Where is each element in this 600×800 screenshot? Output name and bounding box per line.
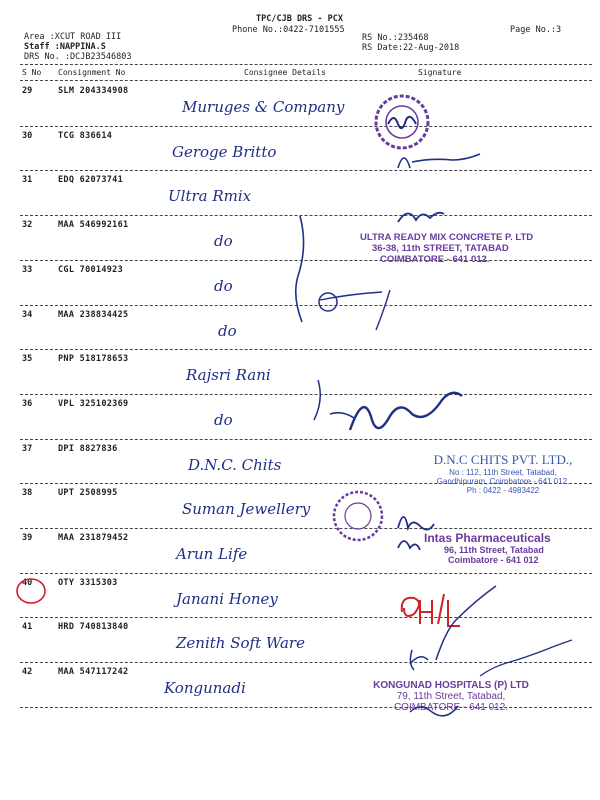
jewellery-seal-inner-icon [345, 503, 371, 529]
signature-29-icon [388, 117, 416, 128]
seal-circle-icon [376, 96, 428, 148]
red-signature-icon [402, 594, 460, 626]
rs-number: RS No.:235468 [362, 33, 429, 43]
row-consignment-no: EDQ 62073741 [58, 175, 124, 186]
row-consignment-no: CGL 70014923 [58, 264, 124, 275]
area-label: Area :XCUT ROAD III [24, 32, 122, 42]
row-consignee-handwritten: Geroge Britto [172, 142, 277, 161]
signature-42b-icon [410, 706, 458, 716]
row-consignment-no: MAA 547117242 [58, 667, 129, 678]
dnc-stamp-line1: D.N.C CHITS PVT. LTD., [433, 452, 573, 467]
row-consignment-no: VPL 325102369 [58, 398, 129, 409]
signature-38-icon [398, 517, 434, 530]
row-sno: 36 [22, 398, 33, 409]
row-sno: 34 [22, 309, 33, 320]
report-title: TPC/CJB DRS - PCX [256, 14, 343, 24]
row-consignee-handwritten: Rajsri Rani [186, 366, 271, 385]
kongunad-stamp-line2: 79, 11th Street, Tatabad, [396, 691, 506, 702]
jewellery-seal-icon [334, 492, 382, 540]
column-signature: Signature [418, 68, 462, 77]
dnc-stamp-line4: Ph : 0422 - 4983422 [466, 486, 540, 495]
seal-inner-icon [386, 106, 418, 138]
column-consignee: Consignee Details [244, 68, 326, 77]
row-sno: 33 [22, 264, 33, 275]
signature-42-icon [480, 640, 572, 676]
row-sno: 41 [22, 622, 33, 633]
intas-stamp-line3: Coimbatore - 641 012 [448, 555, 539, 565]
ultra-stamp-line3: COIMBATORE - 641 012. [380, 254, 490, 265]
red-circle-mark-icon [17, 579, 45, 603]
row-sno: 31 [22, 175, 33, 186]
page-number: Page No.:3 [510, 25, 562, 35]
dnc-stamp-line3: Gandhipuram, Coimbatore - 641 012. [436, 477, 570, 486]
ditto-brace-2-icon [314, 380, 320, 420]
row-sno: 30 [22, 130, 33, 141]
row-consignment-no: UPT 2508995 [58, 488, 118, 499]
row-sno: 38 [22, 488, 33, 499]
staff-label: Staff :NAPPINA.S [24, 42, 106, 52]
row-consignee-handwritten: Suman Jewellery [182, 500, 311, 519]
signature-36-icon [350, 393, 462, 430]
row-consignee-handwritten: Muruges & Company [182, 98, 345, 116]
phone-number: Phone No.:0422-7101555 [232, 25, 345, 35]
row-sno: 29 [22, 86, 33, 96]
row-consignee-handwritten: do [214, 410, 233, 429]
column-consignment: Consignment No [58, 68, 126, 77]
row-sno: 39 [22, 533, 33, 543]
row-consignee-handwritten: Arun Life [176, 545, 248, 563]
row-consignee-handwritten: do [214, 232, 233, 251]
signature-30-icon [398, 154, 480, 168]
row-consignment-no: DPI 8827836 [58, 443, 118, 454]
row-consignee-handwritten: Janani Honey [176, 589, 278, 608]
row-consignee-handwritten: do [218, 321, 237, 340]
signature-41-icon [410, 586, 496, 670]
signature-31-icon [398, 213, 444, 222]
row-sno: 40 [22, 577, 33, 588]
row-consignment-no: SLM 204334908 [58, 86, 129, 96]
signature-36b-icon [330, 413, 354, 418]
dnc-stamp-line2: No : 112, 11th Street, Tatabad, [449, 468, 557, 477]
row-sno: 32 [22, 220, 33, 231]
row-consignment-no: MAA 546992161 [58, 220, 129, 231]
row-sno: 37 [22, 443, 33, 454]
row-sno: 35 [22, 354, 33, 365]
rs-date: RS Date:22-Aug-2018 [362, 43, 460, 53]
row-consignee-handwritten: D.N.C. Chits [188, 455, 282, 474]
row-consignee-handwritten: Kongunadi [164, 679, 246, 698]
kongunad-stamp-line3: COIMBATORE - 641 012. [393, 702, 509, 713]
row-consignment-no: TCG 836614 [58, 130, 113, 141]
column-sno: S No [22, 68, 42, 77]
drs-number: DRS No. :DCJB23546803 [24, 52, 132, 62]
row-consignment-no: PNP 518178653 [58, 354, 129, 365]
row-consignment-no: MAA 238834425 [58, 309, 129, 320]
ultra-stamp-line2: 36-38, 11th STREET, TATABAD [372, 243, 509, 254]
row-sno: 42 [22, 667, 33, 678]
row-consignment-no: HRD 740813840 [58, 622, 129, 633]
row-consignee-handwritten: Zenith Soft Ware [176, 634, 305, 653]
ultra-stamp-line1: ULTRA READY MIX CONCRETE P. LTD [360, 232, 534, 243]
row-consignment-no: MAA 231879452 [58, 533, 129, 543]
kongunad-stamp-line1: KONGUNAD HOSPITALS (P) LTD [373, 680, 529, 691]
intas-stamp-line2: 96, 11th Street, Tatabad [444, 545, 544, 555]
intas-stamp-line1: Intas Pharmaceuticals [424, 531, 551, 545]
row-consignment-no: OTY 3315303 [58, 577, 118, 588]
row-consignee-handwritten: do [214, 276, 233, 295]
row-consignee-handwritten: Ultra Rmix [168, 187, 252, 206]
ditto-brace-icon [296, 216, 304, 322]
circled-mark-icon [319, 293, 337, 311]
signature-39-icon [398, 541, 420, 550]
